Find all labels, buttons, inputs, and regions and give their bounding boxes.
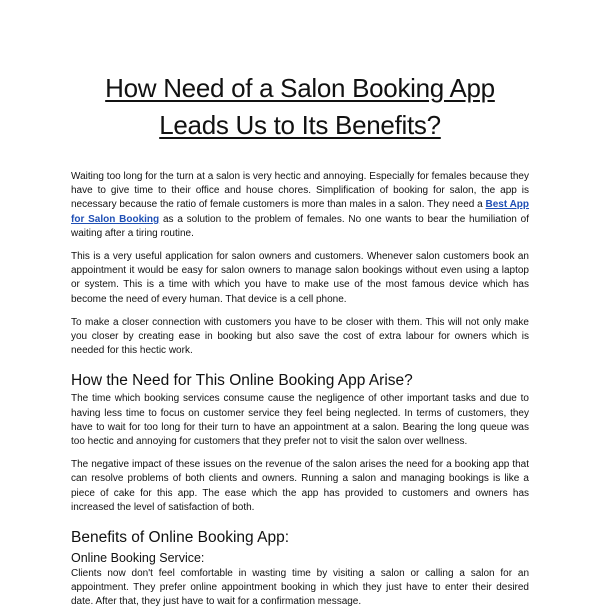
paragraph-usefulness: This is a very useful application for salon owners and customers. Whenever salon customers book an appointment it would be easy for salon owners to manage salon bookings without even using a laptop or system. This is a time with which you have to make use of the most famous device which has become the need of every human. That device is a cell phone. xyxy=(71,251,529,305)
paragraph-online-booking: Clients now don't feel comfortable in wasting time by visiting a salon or calling a salon for an appointment. They prefer online appointment booking in which they just have to enter their desired date. After that, they just have to wait for a confirmation message. xyxy=(71,568,529,608)
paragraph-intro xyxy=(71,170,529,241)
paragraph-connection: To make a closer connection with customers you have to be closer with them. This will not only make you closer by creating ease in booking but also save the cost of extra labour for owners which is needed for this hectic work. xyxy=(71,316,529,357)
paragraph-intro-after: as a solution to the problem of females. No one wants to bear the humiliation of waiting after a tiring routine. xyxy=(71,213,529,239)
paragraph-time: The time which booking services consume cause the negligence of other important tasks and due to having less time to focus on customer service they feel being neglected. In terms of customers, they have to wait for too long for their turn to have an appointment at a salon. Bearing the long queue was too hectic and annoying for customers that they prefer not to visit the salon over wellness. xyxy=(71,393,529,448)
paragraph-impact: The negative impact of these issues on the revenue of the salon arises the need for a booking app that can resolve problems of both clients and owners. Running a salon and managing bookings is like a piece of cake for this app. The ease which the app has provided to customers and owners has increased the level of satisfaction of both. xyxy=(71,459,529,513)
subheading-online-booking: Online Booking Service: xyxy=(71,551,205,566)
article-body xyxy=(71,170,529,610)
paragraph-intro-before: Waiting too long for the turn at a salon is very hectic and annoying. Especially for females because they have to give time to their office and house chores. Simplification of booking for salon, the app is necessary because the ratio of female customers is more than males in a salon. They need a xyxy=(71,171,529,211)
section-heading-need: How the Need for This Online Booking App Arise? xyxy=(71,372,413,390)
section-heading-benefits: Benefits of Online Booking App: xyxy=(71,529,290,547)
best-app-link[interactable]: Best App for Salon Booking xyxy=(71,199,530,225)
page-title: How Need of a Salon Booking App Leads Us to Its Benefits? xyxy=(105,73,495,140)
